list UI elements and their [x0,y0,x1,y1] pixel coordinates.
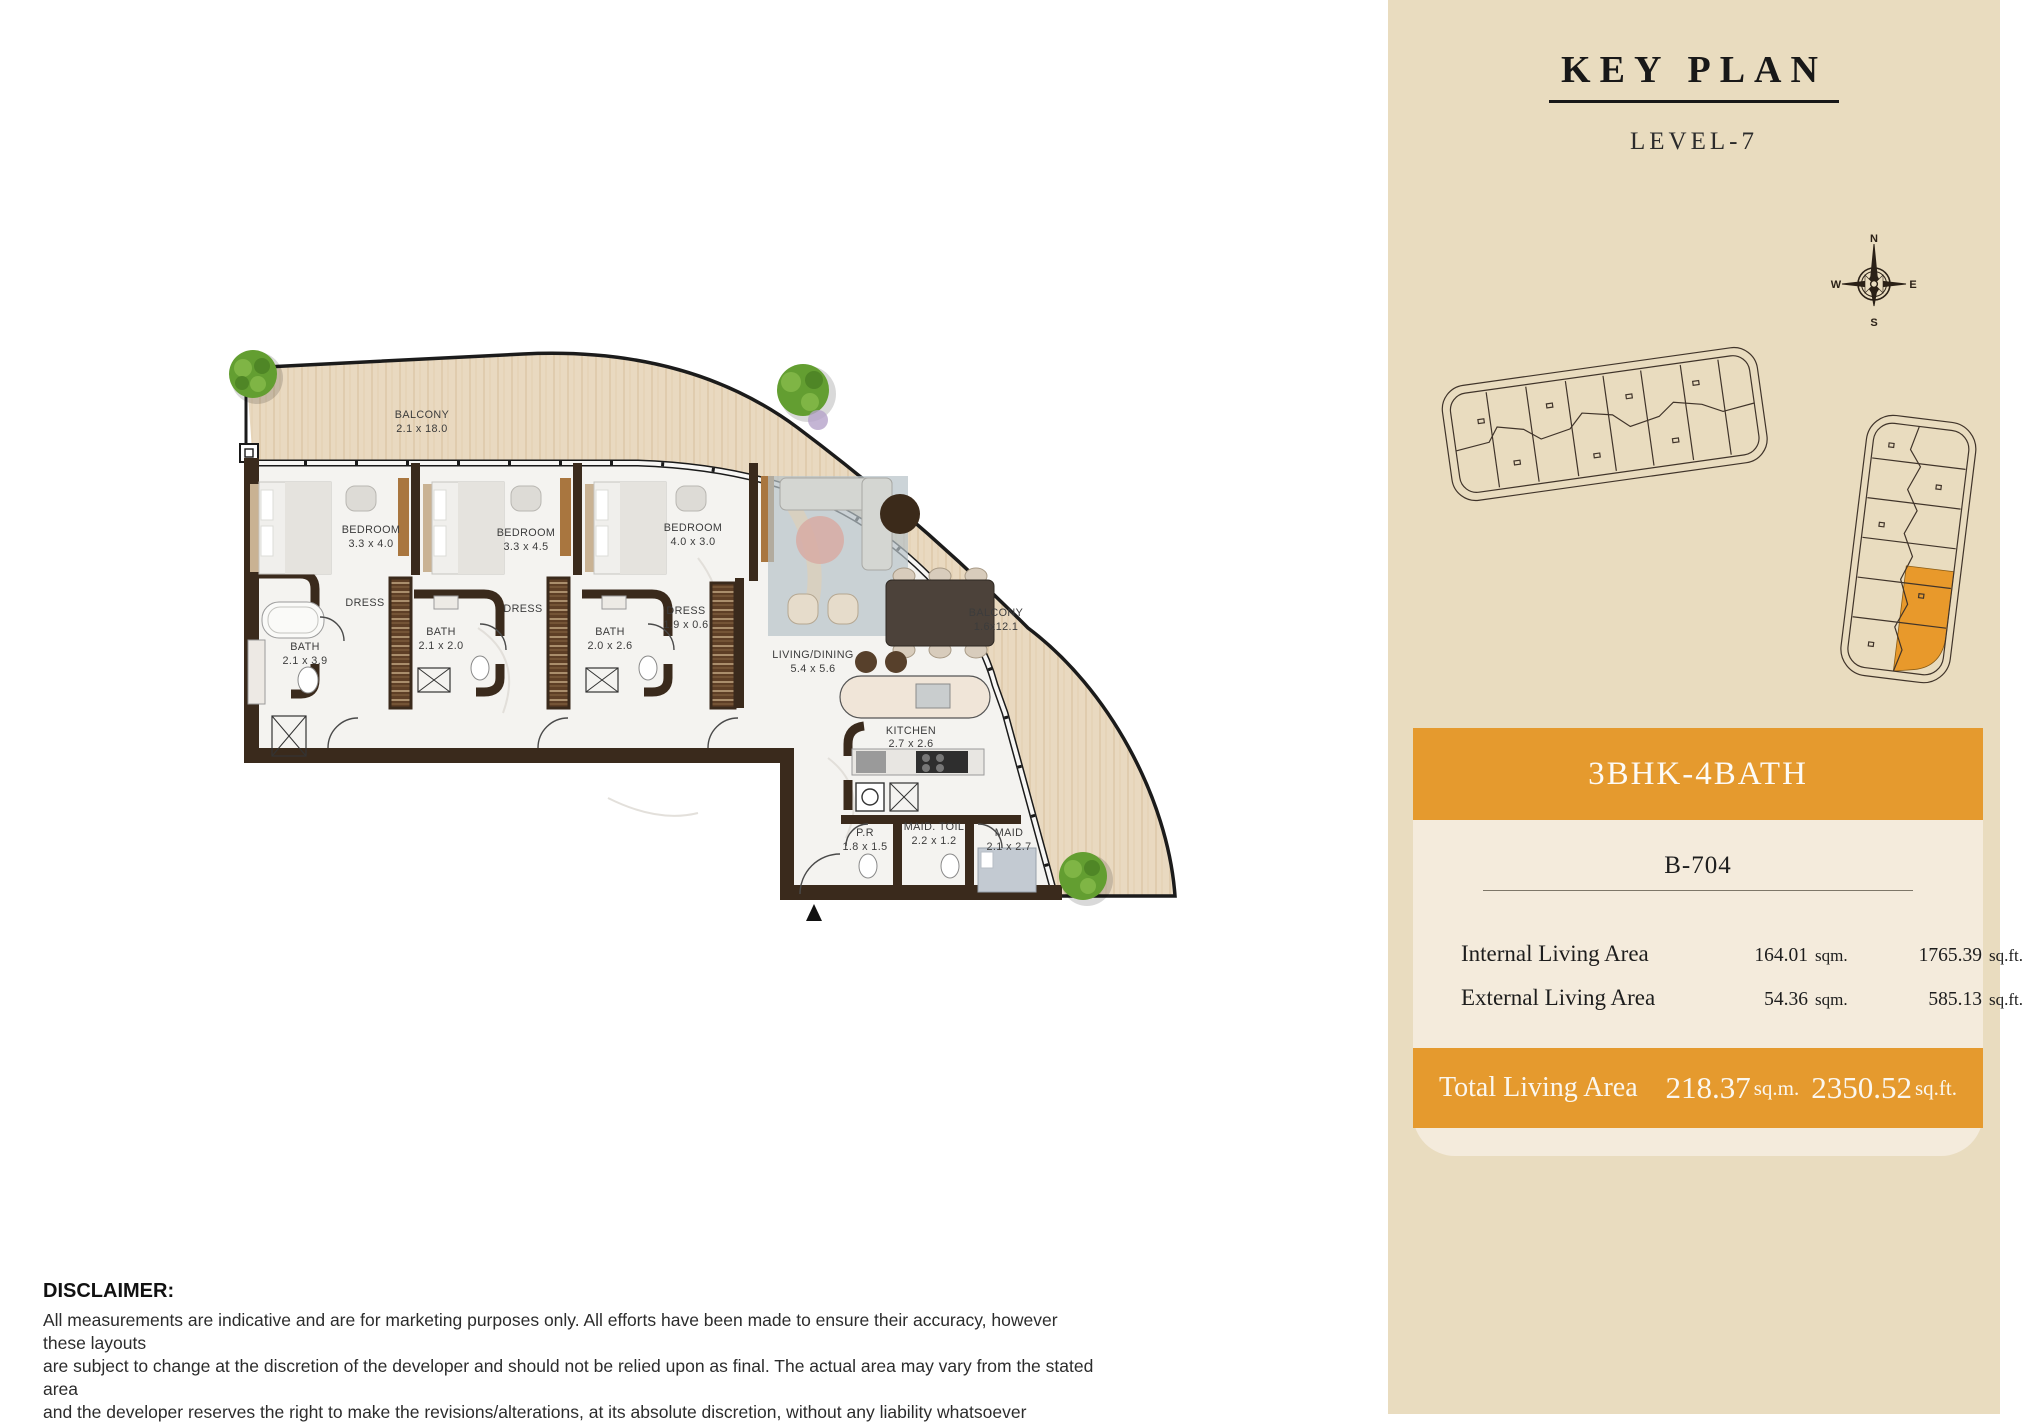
room-dims: 1.6x12.1 [973,621,1019,633]
entrance-arrow-icon [806,904,822,921]
room-label-pr: P.R [856,827,874,839]
room-dims: 3.3 x 4.0 [348,538,394,550]
disclaimer-heading: DISCLAIMER: [43,1280,175,1302]
room-label-balcony-side: BALCONY [968,607,1024,619]
compass-n: N [1870,233,1878,245]
room-dims: 2.7 x 2.6 [888,738,934,750]
room-label-balcony-top: BALCONY [394,409,450,421]
room-label-bath-1: BATH [290,641,320,653]
total-area-label: Total Living Area [1439,1072,1638,1103]
room-label-living-dining: LIVING/DINING [772,649,854,661]
total-sqft-unit: sq.ft. [1915,1075,1957,1100]
room-label-dress-2: DRESS [503,603,543,615]
room-label-maid: MAID [994,827,1024,839]
area-sqm-value: 54.36 [1764,989,1808,1010]
unit-number: B-704 [1664,852,1732,879]
room-dims: 2.0 x 2.6 [587,640,633,652]
unit-type-banner [1413,728,1983,820]
room-dims: 3.3 x 4.5 [503,541,549,553]
room-dims: 2.1 x 3.9 [282,655,328,667]
disclaimer-line: All measurements are indicative and are for marketing purposes only. All efforts have been made to ensure their accuracy, however these layouts [43,1310,1058,1353]
floor-plan [228,328,1168,928]
room-dims: 4.0 x 3.0 [670,536,716,548]
unit-type-label: 3BHK-4BATH [1588,755,1808,792]
area-sqft-value: 1765.39 [1918,945,1982,966]
bed [250,482,331,574]
room-dims: 2.1 x 2.7 [986,841,1032,853]
key-plan-panel [1388,0,2023,1414]
unit-number-underline [1483,890,1913,891]
floor-plan-drawing [228,328,1168,928]
area-label: External Living Area [1461,985,1656,1010]
compass-e: E [1909,279,1917,291]
compass-w: W [1830,279,1842,291]
room-label-bath-2: BATH [426,626,456,638]
disclaimer-line: and the developer reserves the right to make the revisions/alterations, at its absolute discretion, without any liability whatsoever [43,1402,1027,1422]
room-dims: 1.9 x 0.6 [663,619,709,631]
unit-info-card [1413,728,2023,1156]
room-dims: 2.2 x 1.2 [911,835,957,847]
room-label-dress-3: DRESS [666,605,706,617]
room-dims: 2.1 x 2.0 [418,640,464,652]
building-outline-1 [1430,336,1780,516]
building-outline-2 [1828,406,1988,698]
tree-icon [229,350,283,404]
area-row-internal [1461,941,2023,967]
area-label: Internal Living Area [1461,941,1649,966]
total-sqft-value: 2350.52 [1811,1070,1912,1105]
room-label-bath-3: BATH [595,626,625,638]
area-sqm-unit: sqm. [1815,946,1848,965]
room-dims: 1.8 x 1.5 [842,841,888,853]
total-area-bar [1413,1048,1983,1128]
total-sqm-unit: sq.m. [1753,1075,1800,1100]
room-label-dress-1: DRESS [345,597,385,609]
area-sqm-unit: sqm. [1815,990,1848,1009]
total-sqm-value: 218.37 [1665,1070,1751,1105]
area-sqft-unit: sq.ft. [1989,946,2023,965]
room-dims: 2.1 x 18.0 [396,423,448,435]
room-label-bedroom-1: BEDROOM [341,524,401,536]
area-sqm-value: 164.01 [1754,945,1808,966]
area-sqft-value: 585.13 [1928,989,1982,1010]
key-plan-title: KEY PLAN [1549,48,1839,103]
room-label-bedroom-3: BEDROOM [663,522,723,534]
compass-s: S [1870,317,1878,329]
level-label: LEVEL-7 [1630,128,1758,155]
room-dims: 5.4 x 5.6 [790,663,836,675]
bed [423,482,504,574]
bed [585,482,666,574]
room-label-bedroom-2: BEDROOM [496,527,556,539]
area-sqft-unit: sq.ft. [1989,990,2023,1009]
area-row-external [1461,985,2023,1011]
room-label-maid-toil: MAID. TOIL [903,821,965,833]
room-label-kitchen: KITCHEN [885,725,937,737]
disclaimer [43,1280,1103,1424]
disclaimer-line: are subject to change at the discretion of the developer and should not be relied upon as final. The actual area may vary from the stated area [43,1356,1094,1399]
compass-icon [1828,234,1920,330]
